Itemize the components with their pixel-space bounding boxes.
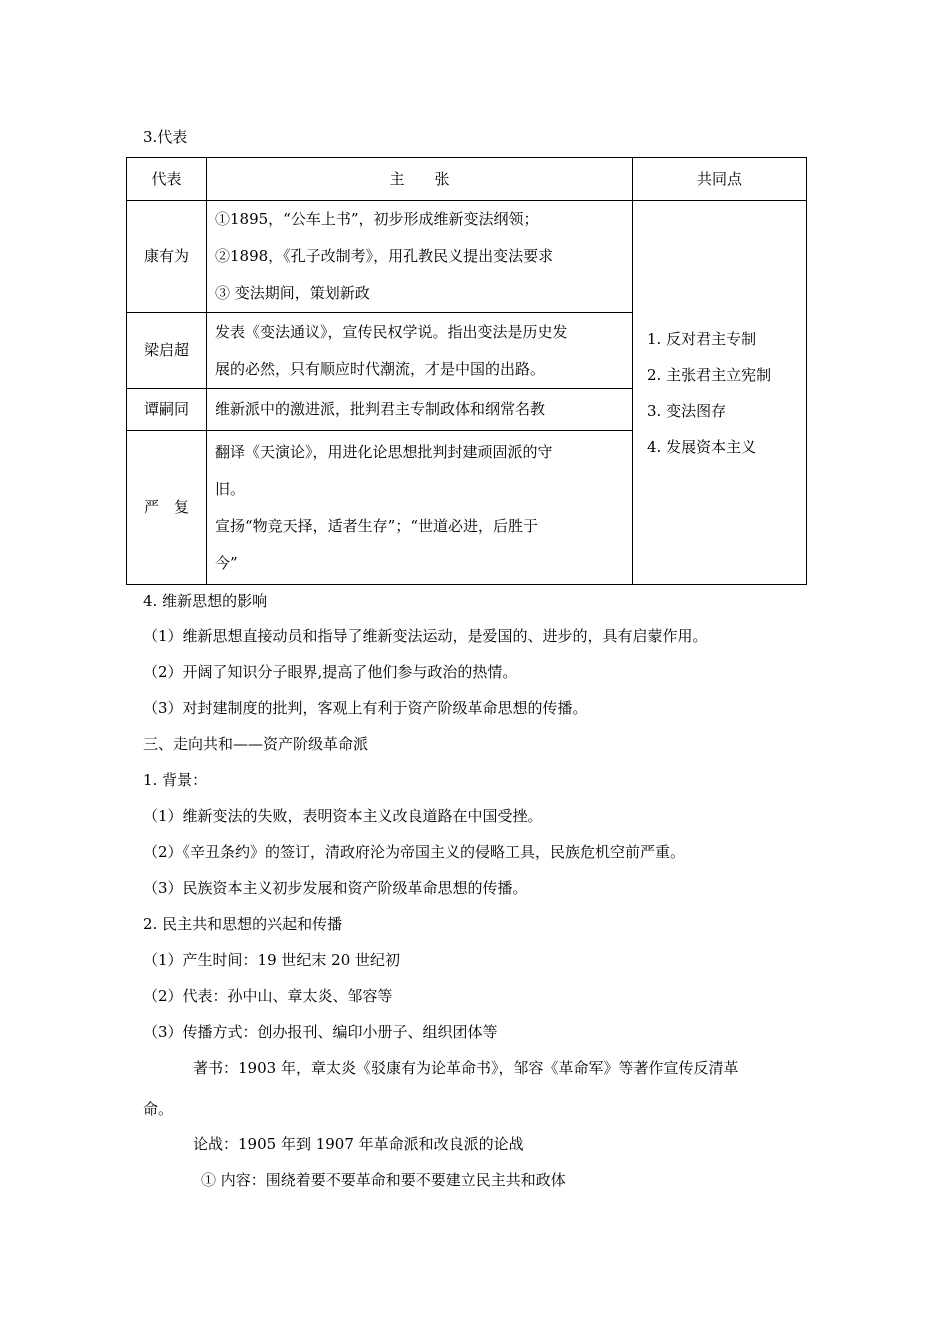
- table-header-row: [127, 158, 807, 201]
- claim-line: 发表《变法通议》，宣传民权学说。指出变法是历史发: [215, 322, 568, 341]
- influence-point-3: （3）对封建制度的批判，客观上有利于资产阶级革命思想的传播。: [143, 699, 588, 717]
- democracy-heading: 2. 民主共和思想的兴起和传播: [143, 915, 343, 933]
- table-header-claims: 主 张: [207, 158, 633, 201]
- democracy-point-3: （3）传播方式：创办报刊、编印小册子、组织团体等: [143, 1023, 498, 1041]
- row-claims-yan-fu: [207, 431, 633, 585]
- row-claims-kang-youwei: [207, 201, 633, 313]
- common-point: 2. 主张君主立宪制: [647, 365, 772, 384]
- debate-content-line: ① 内容：围绕着要不要革命和要不要建立民主共和政体: [201, 1171, 566, 1189]
- claim-line: ③ 变法期间，策划新政: [215, 284, 370, 302]
- claim-line: 今”: [215, 553, 238, 572]
- row-claims-tan-sitong: [207, 389, 633, 431]
- row-name-yan-fu: 严 复: [127, 431, 207, 585]
- common-point: 1. 反对君主专制: [647, 329, 757, 348]
- claim-line: 维新派中的激进派，批判君主专制政体和纲常名教: [215, 400, 546, 418]
- row-name-liang-qichao: 梁启超: [127, 313, 207, 389]
- publications-line-1: 著书：1903 年，章太炎《驳康有为论革命书》，邹容《革命军》等著作宣传反清革: [193, 1059, 739, 1077]
- influence-point-1: （1）维新思想直接动员和指导了维新变法运动，是爱国的、进步的，具有启蒙作用。: [143, 627, 708, 645]
- claim-line: 展的必然，只有顺应时代潮流，才是中国的出路。: [215, 359, 546, 378]
- background-point-3: （3）民族资本主义初步发展和资产阶级革命思想的传播。: [143, 879, 528, 897]
- row-name-tan-sitong: 谭嗣同: [127, 389, 207, 431]
- row-name-kang-youwei: 康有为: [127, 201, 207, 313]
- common-point: 3. 变法图存: [647, 401, 727, 420]
- table-header-representative: 代表: [127, 158, 207, 201]
- common-points-cell: [633, 201, 807, 585]
- row-claims-liang-qichao: [207, 313, 633, 389]
- table-header-common-points: 共同点: [633, 158, 807, 201]
- common-point: 4. 发展资本主义: [647, 437, 757, 456]
- publications-line-2: 命。: [143, 1100, 174, 1118]
- claim-line: ①1895，“公车上书”，初步形成维新变法纲领；: [215, 210, 539, 228]
- claim-line: 翻译《天演论》，用进化论思想批判封建顽固派的守: [215, 442, 553, 461]
- claim-line: ②1898，《孔子改制考》，用孔教民义提出变法要求: [215, 247, 554, 265]
- influence-heading: 4. 维新思想的影响: [143, 592, 268, 610]
- section-heading-representatives: 3.代表: [143, 128, 188, 146]
- influence-point-2: （2）开阔了知识分子眼界,提高了他们参与政治的热情。: [143, 663, 518, 681]
- section-three-heading: 三、走向共和——资产阶级革命派: [143, 735, 369, 753]
- democracy-point-2: （2）代表：孙中山、章太炎、邹容等: [143, 987, 393, 1005]
- claim-line: 旧。: [215, 479, 246, 498]
- background-heading: 1. 背景：: [143, 771, 208, 789]
- table-row: [127, 201, 807, 313]
- democracy-point-1: （1）产生时间：19 世纪末 20 世纪初: [143, 951, 401, 969]
- background-point-2: （2）《辛丑条约》的签订，清政府沦为帝国主义的侵略工具，民族危机空前严重。: [143, 843, 686, 861]
- debate-line: 论战：1905 年到 1907 年革命派和改良派的论战: [193, 1135, 524, 1153]
- claim-line: 宣扬“物竞天择，适者生存”；“世道必进，后胜于: [215, 516, 539, 535]
- reformers-table: [126, 157, 807, 585]
- background-point-1: （1）维新变法的失败，表明资本主义改良道路在中国受挫。: [143, 807, 543, 825]
